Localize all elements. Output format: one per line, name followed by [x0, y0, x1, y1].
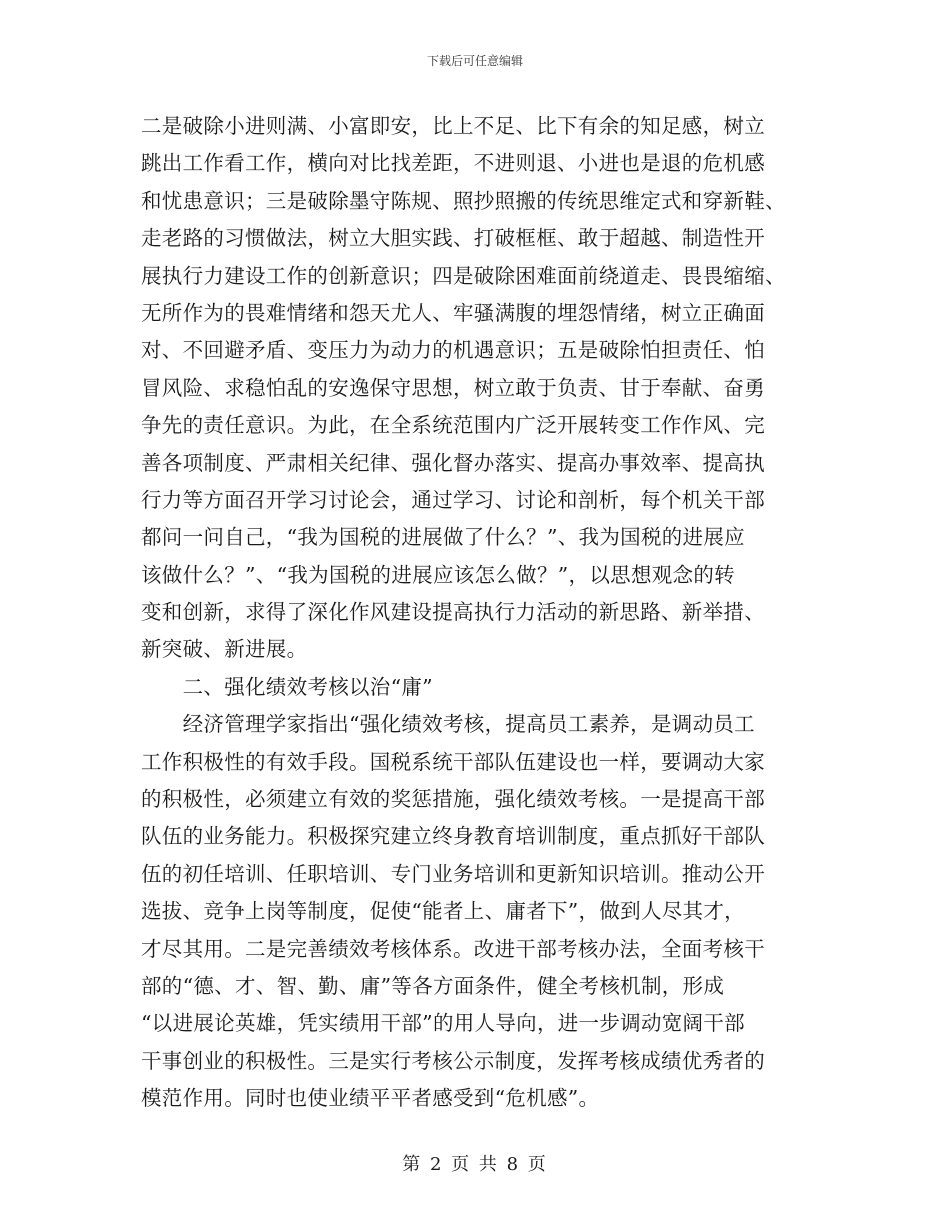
- text-line: 干事创业的积极性。三是实行考核公示制度，发挥考核成绩优秀者的: [141, 1048, 765, 1073]
- page-header: 下载后可任意编辑: [426, 54, 523, 68]
- text-line: 无所作为的畏难情绪和怨天尤人、牢骚满腹的埋怨情绪，树立正确面: [141, 300, 765, 325]
- text-line: 的积极性，必须建立有效的奖惩措施，强化绩效考核。一是提高干部: [141, 787, 765, 812]
- text-line: 部的“德、才、智、勤、庸”等各方面条件，健全考核机制，形成: [141, 973, 725, 998]
- text-line: 走老路的习惯做法，树立大胆实践、打破框框、敢于超越、制造性开: [141, 226, 765, 251]
- text-line: 选拔、竞争上岗等制度，促使“能者上、庸者下”，做到人尽其才，: [141, 899, 745, 924]
- text-line: 和忧患意识；三是破除墨守陈规、照抄照搬的传统思维定式和穿新鞋、: [141, 188, 786, 213]
- text-line: 跳出工作看工作，横向对比找差距，不进则退、小进也是退的危机感: [141, 151, 765, 176]
- text-line: 队伍的业务能力。积极探究建立终身教育培训制度，重点抓好干部队: [141, 824, 765, 849]
- document-body: [141, 108, 821, 1118]
- text-line: 变和创新，求得了深化作风建设提高执行力活动的新思路、新举措、: [141, 600, 765, 625]
- text-line: 都问一问自己，“我为国税的进展做了什么？”、我为国税的进展应: [141, 525, 745, 550]
- text-line: 伍的初任培训、任职培训、专门业务培训和更新知识培训。推动公开: [141, 861, 765, 886]
- text-line: 争先的责任意识。为此，在全系统范围内广泛开展转变工作作风、完: [141, 413, 765, 438]
- text-line: “以进展论英雄，凭实绩用干部”的用人导向，进一步调动宽阔干部: [141, 1011, 745, 1036]
- text-line: 该做什么？”、“我为国税的进展应该怎么做？”，以思想观念的转: [141, 562, 735, 587]
- text-line: 才尽其用。二是完善绩效考核体系。改进干部考核办法，全面考核干: [141, 936, 765, 961]
- text-line: 工作积极性的有效手段。国税系统干部队伍建设也一样，要调动大家: [141, 749, 765, 774]
- text-line: 行力等方面召开学习讨论会，通过学习、讨论和剖析，每个机关干部: [141, 487, 765, 512]
- text-line: 经济管理学家指出“强化绩效考核，提高员工素养，是调动员工: [141, 712, 755, 737]
- text-line: 善各项制度、严肃相关纪律、强化督办落实、提高办事效率、提高执: [141, 450, 765, 475]
- page-footer: 第 2 页 共 8 页: [402, 1154, 548, 1175]
- text-line: 冒风险、求稳怕乱的安逸保守思想，树立敢于负责、甘于奉献、奋勇: [141, 375, 765, 400]
- text-line: 模范作用。同时也使业绩平平者感受到“危机感”。: [141, 1086, 600, 1111]
- text-line: 对、不回避矛盾、变压力为动力的机遇意识；五是破除怕担责任、怕: [141, 338, 765, 363]
- section-heading: 二、强化绩效考核以治“庸”: [141, 674, 433, 699]
- text-line: 新突破、新进展。: [141, 637, 308, 662]
- text-line: 二是破除小进则满、小富即安，比上不足、比下有余的知足感，树立: [141, 114, 765, 138]
- text-line: 展执行力建设工作的创新意识；四是破除困难面前绕道走、畏畏缩缩、: [141, 263, 786, 288]
